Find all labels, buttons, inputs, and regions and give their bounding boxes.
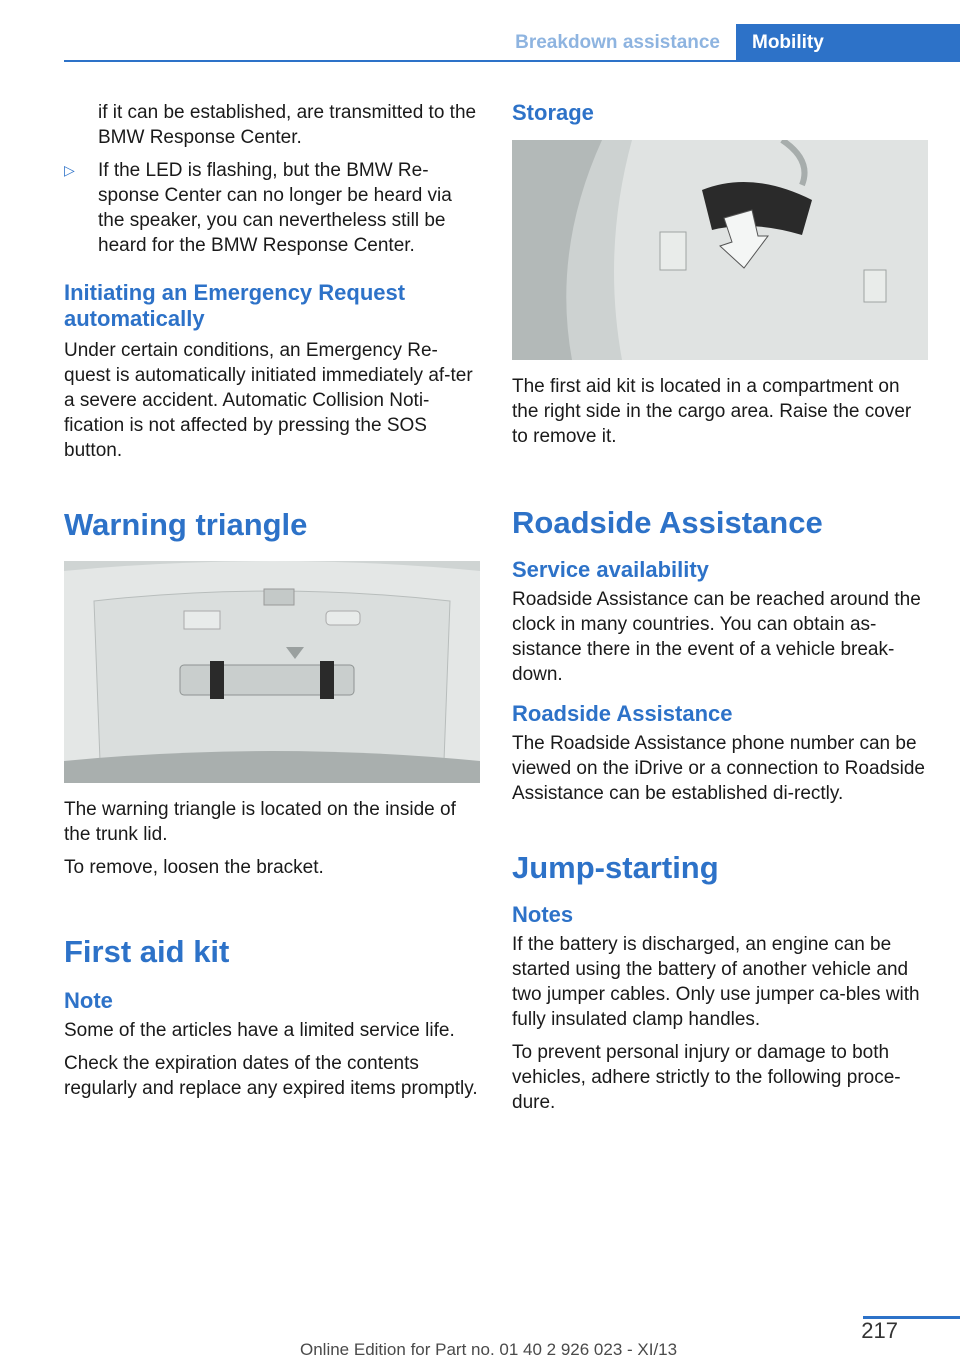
- paragraph-note-expiration: Check the expiration dates of the contents regularly and replace any expired items promptly.: [64, 1053, 478, 1099]
- paragraph-emergency: Under certain conditions, an Emergency Re‐quest is automatically initiated immediately af‐ter a severe accident. Automatic Collision Noti‐fication is not affected by pressing the SOS button.: [64, 340, 473, 461]
- heading-jump-starting: Jump-starting: [512, 850, 719, 885]
- heading-warning-triangle: Warning triangle: [64, 507, 308, 542]
- paragraph-service-availability: Roadside Assistance can be reached around the clock in many countries. You can obtain as‐sistance there in the event of a vehicle break‐down.: [512, 589, 921, 685]
- page-footer: [0, 1316, 960, 1362]
- header-rule: [64, 60, 736, 62]
- heading-note: Note: [64, 988, 113, 1013]
- paragraph-note-service-life: Some of the articles have a limited service life.: [64, 1020, 455, 1041]
- heading-first-aid-kit: First aid kit: [64, 934, 230, 969]
- storage-photo: [512, 140, 928, 360]
- triangle-bullet-icon: ▷: [64, 162, 75, 178]
- heading-roadside-assistance: Roadside Assistance: [512, 505, 823, 540]
- left-column: [64, 100, 482, 1101]
- heading-notes: Notes: [512, 902, 574, 927]
- heading-roadside-assistance-sub: Roadside Assistance: [512, 701, 733, 726]
- page-header: [64, 24, 960, 62]
- list-item: [64, 158, 482, 258]
- right-column: [512, 100, 928, 1115]
- heading-emergency-request: Initiating an Emergency Request automatically: [64, 280, 406, 331]
- heading-storage: Storage: [512, 100, 594, 125]
- header-chapter-tab: Mobility: [736, 24, 960, 62]
- paragraph-notes-battery: If the battery is discharged, an engine can be started using the battery of another vehicle and two jumper cables. Only use jumper ca‐bles with fully insulated clamp handles.: [512, 934, 920, 1030]
- paragraph-storage: The first aid kit is located in a compartment on the right side in the cargo area. Raise the cover to remove it.: [512, 376, 912, 447]
- heading-service-availability: Service availability: [512, 557, 709, 582]
- edition-text: Online Edition for Part no. 01 40 2 926 023 - XI/13: [300, 1340, 678, 1359]
- header-section-title: Breakdown assistance: [515, 32, 720, 53]
- paragraph-notes-procedure: To prevent personal injury or damage to both vehicles, adhere strictly to the following proce‐dure.: [512, 1042, 901, 1113]
- list-item-text: If the LED is flashing, but the BMW Re‐sponse Center can no longer be heard via the speaker, you can nevertheless still be heard for the BMW Response Center.: [98, 160, 452, 256]
- page-number: 217: [861, 1318, 898, 1343]
- continued-paragraph: if it can be established, are transmitted to the BMW Response Center.: [98, 102, 477, 148]
- paragraph-warning-location: The warning triangle is located on the inside of the trunk lid.: [64, 799, 456, 845]
- warning-triangle-photo: [64, 561, 480, 783]
- paragraph-roadside-assistance: The Roadside Assistance phone number can be viewed on the iDrive or a connection to Roadside Assistance can be established di‐rectly.: [512, 733, 925, 804]
- paragraph-warning-remove: To remove, loosen the bracket.: [64, 857, 324, 878]
